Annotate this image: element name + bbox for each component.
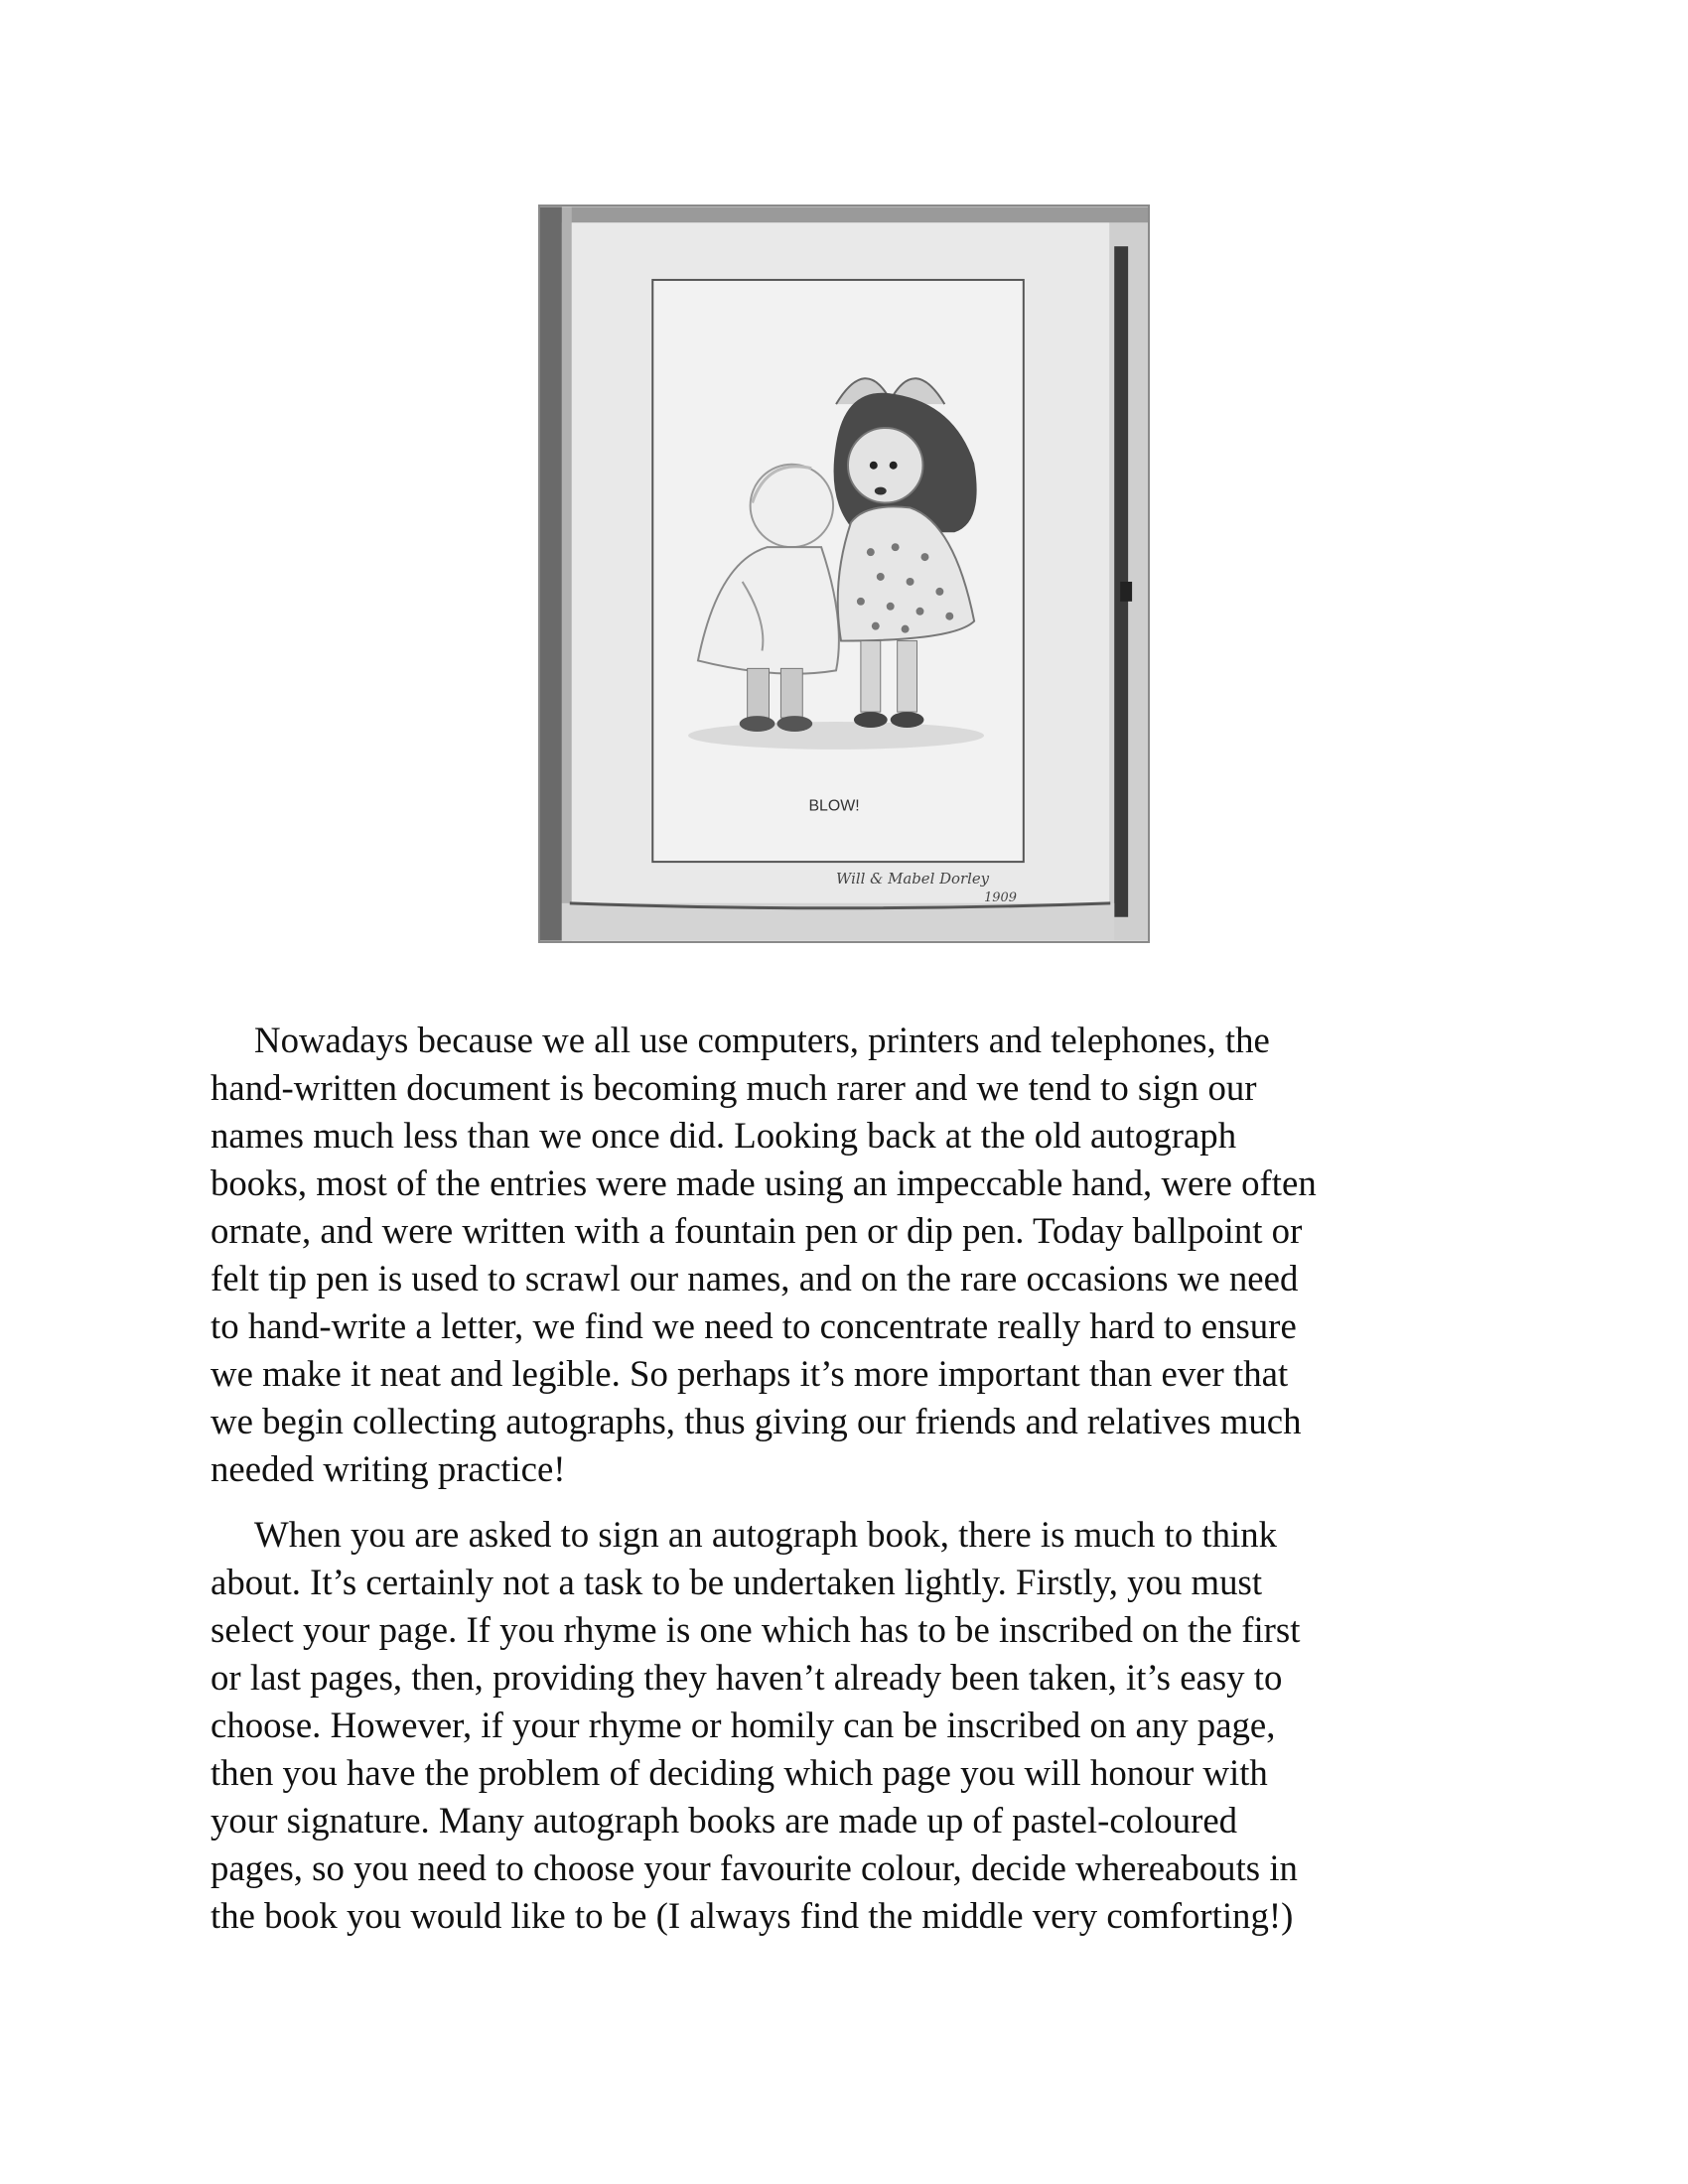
photo-caption-text: BLOW!: [808, 797, 860, 815]
paragraph: When you are asked to sign an autograph book, there is much to think about. It’s certainly not a task to be undertaken lightly. Firstly, you must select your page. If you rhyme is one which has to be inscribed on the first or last pages, then, providing they haven’t already been taken, it’s easy to choose. However, if your rhyme or homily can be inscribed on any page, then you have the problem of deciding which page you will honour with your signature. Many autograph books are made up of pastel-coloured pages, so you need to choose your favourite colour, decide whereabouts in the book you would like to be (I always find the middle very comforting!): [211, 1514, 1301, 1936]
photo-signature: Will & Mabel Dorley: [836, 869, 990, 887]
photo-signature-year: 1909: [984, 889, 1017, 905]
photo-illustration: [540, 206, 1148, 941]
autograph-book-photo: [538, 205, 1150, 943]
article-body: [211, 1017, 1491, 1958]
paragraph: Nowadays because we all use computers, printers and telephones, the hand-written document is becoming much rarer and we tend to sign our names much less than we once did. Looking back at the old autograph books, most of the entries were made using an impeccable hand, were often ornate, and were written with a fountain pen or dip pen. Today ballpoint or felt tip pen is used to scrawl our names, and on the rare occasions we need to hand-write a letter, we find we need to concentrate really hard to ensure we make it neat and legible. So perhaps it’s more important than ever that we begin collecting autographs, thus giving our friends and relatives much needed writing practice!: [211, 1020, 1317, 1489]
